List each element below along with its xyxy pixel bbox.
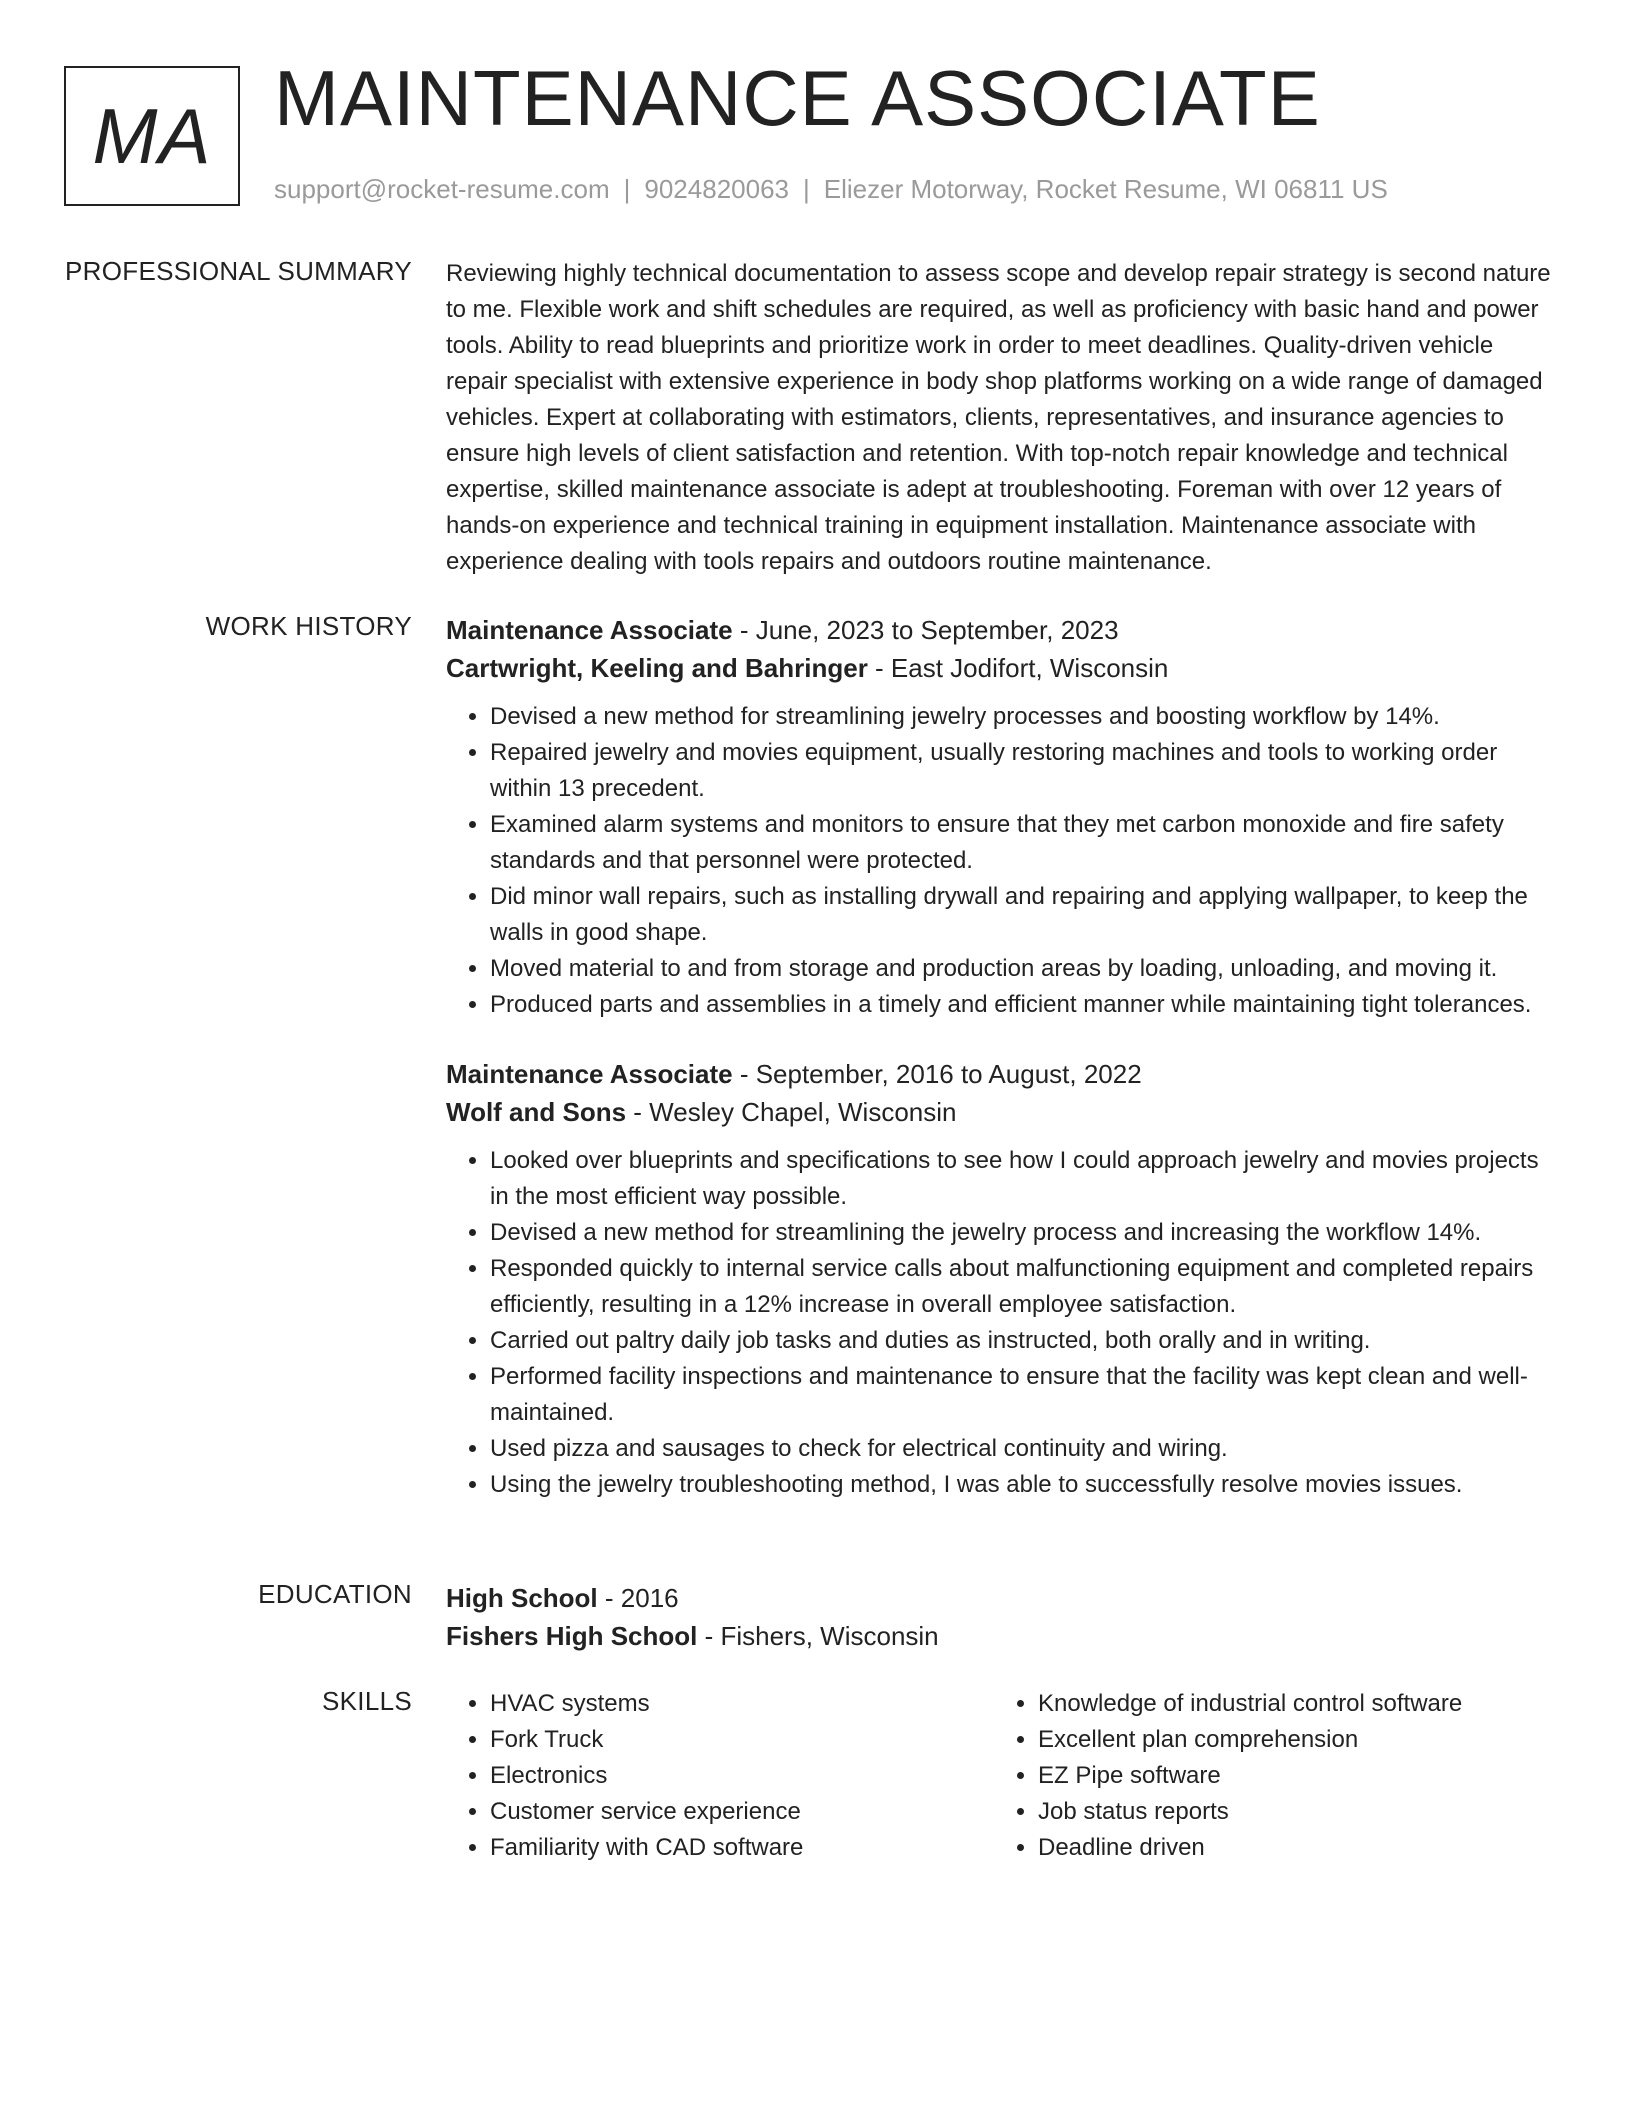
contact-address: Eliezer Motorway, Rocket Resume, WI 06811 US (823, 174, 1388, 204)
job-bullet: • Responded quickly to internal service calls about malfunctioning equipment and completed repairs efficiently, resulting in a 12% increase in overall employee satisfaction. (490, 1251, 1560, 1323)
job-bullet: • Carried out paltry daily job tasks and duties as instructed, both orally and in writing. (490, 1323, 1560, 1359)
monogram-box (64, 66, 240, 206)
education-school-line (446, 1617, 1560, 1655)
education-body (446, 1579, 1560, 1655)
job-location: - Wesley Chapel, Wisconsin (626, 1097, 957, 1127)
job-title-line (446, 611, 1560, 649)
section-label-education: EDUCATION (258, 1579, 412, 1609)
job-company: Cartwright, Keeling and Bahringer (446, 653, 868, 683)
job-location: - East Jodifort, Wisconsin (867, 653, 1169, 683)
contact-email: support@rocket-resume.com (274, 174, 610, 204)
skill-item: • Customer service experience (490, 1794, 994, 1830)
job-dates: - June, 2023 to September, 2023 (732, 615, 1119, 645)
job-dates: - September, 2016 to August, 2022 (732, 1059, 1142, 1089)
section-label-skills: SKILLS (322, 1686, 412, 1716)
summary-body (446, 256, 1560, 580)
monogram-initials: MA (92, 91, 212, 180)
job-bullet: • Did minor wall repairs, such as installing drywall and repairing and applying wallpaper, to keep the walls in good shape. (490, 879, 1560, 951)
job-bullets (446, 699, 1560, 1023)
job-bullet: • Used pizza and sausages to check for electrical continuity and wiring. (490, 1431, 1560, 1467)
job-title: Maintenance Associate (446, 615, 733, 645)
skill-item: • Fork Truck (490, 1722, 994, 1758)
skills-body (446, 1686, 1560, 1866)
contact-phone: 9024820063 (644, 174, 789, 204)
job-bullet: • Devised a new method for streamlining the jewelry process and increasing the workflow 14%. (490, 1215, 1560, 1251)
job-bullet: • Repaired jewelry and movies equipment, usually restoring machines and tools to working order within 13 precedent. (490, 735, 1560, 807)
skill-item: • Electronics (490, 1758, 994, 1794)
job-bullet: • Looked over blueprints and specifications to see how I could approach jewelry and movies projects in the most efficient way possible. (490, 1143, 1560, 1215)
job-title-line (446, 1055, 1560, 1093)
job-bullet: • Devised a new method for streamlining jewelry processes and boosting workflow by 14%. (490, 699, 1560, 735)
skill-item: • Deadline driven (1038, 1830, 1542, 1866)
skills-columns (446, 1686, 1560, 1866)
education-year: - 2016 (597, 1583, 679, 1613)
skill-item: • EZ Pipe software (1038, 1758, 1542, 1794)
job-entry (446, 1055, 1560, 1503)
education-school: Fishers High School (446, 1621, 698, 1651)
summary-text: Reviewing highly technical documentation to assess scope and develop repair strategy is second nature to me. Flexible work and shift schedules are required, as well as proficiency with basic hand and power tools. Ability to read blueprints and prioritize work in order to meet deadlines. Quality-driven vehicle repair specialist with extensive experience in body shop platforms working on a wide range of damaged vehicles. Expert at collaborating with estimators, clients, representatives, and insurance agencies to ensure high levels of client satisfaction and retention. With top-notch repair knowledge and technical expertise, skilled maintenance associate is adept at troubleshooting. Foreman with over 12 years of hands-on experience and technical training in equipment installation. Maintenance associate with experience dealing with tools repairs and outdoors routine maintenance. (446, 260, 1551, 575)
section-label-summary: PROFESSIONAL SUMMARY (65, 256, 412, 286)
skill-item: • Excellent plan comprehension (1038, 1722, 1542, 1758)
contact-separator: | (623, 174, 631, 204)
job-title: Maintenance Associate (446, 1059, 733, 1089)
resume-name: MAINTENANCE ASSOCIATE (274, 54, 1321, 142)
skill-item: • HVAC systems (490, 1686, 994, 1722)
skill-item: • Knowledge of industrial control software (1038, 1686, 1542, 1722)
education-degree-line (446, 1579, 1560, 1617)
job-bullet: • Using the jewelry troubleshooting method, I was able to successfully resolve movies issues. (490, 1467, 1560, 1503)
job-company-line (446, 649, 1560, 687)
work-body (446, 611, 1560, 1503)
job-bullet: • Moved material to and from storage and production areas by loading, unloading, and moving it. (490, 951, 1560, 987)
job-bullet: • Produced parts and assemblies in a timely and efficient manner while maintaining tight tolerances. (490, 987, 1560, 1023)
contact-line (274, 174, 1388, 205)
section-label-work: WORK HISTORY (205, 611, 412, 641)
skill-item: • Familiarity with CAD software (490, 1830, 994, 1866)
job-entry (446, 611, 1560, 1023)
contact-separator: | (803, 174, 810, 204)
job-company-line (446, 1093, 1560, 1131)
skills-list-right (994, 1686, 1542, 1866)
job-bullet: • Examined alarm systems and monitors to ensure that they met carbon monoxide and fire safety standards and that personnel were protected. (490, 807, 1560, 879)
education-degree: High School (446, 1583, 598, 1613)
job-bullets (446, 1143, 1560, 1503)
job-bullet: • Performed facility inspections and maintenance to ensure that the facility was kept clean and well-maintained. (490, 1359, 1560, 1431)
skill-item: • Job status reports (1038, 1794, 1542, 1830)
skills-list-left (446, 1686, 994, 1866)
job-company: Wolf and Sons (446, 1097, 627, 1127)
education-location: - Fishers, Wisconsin (697, 1621, 939, 1651)
